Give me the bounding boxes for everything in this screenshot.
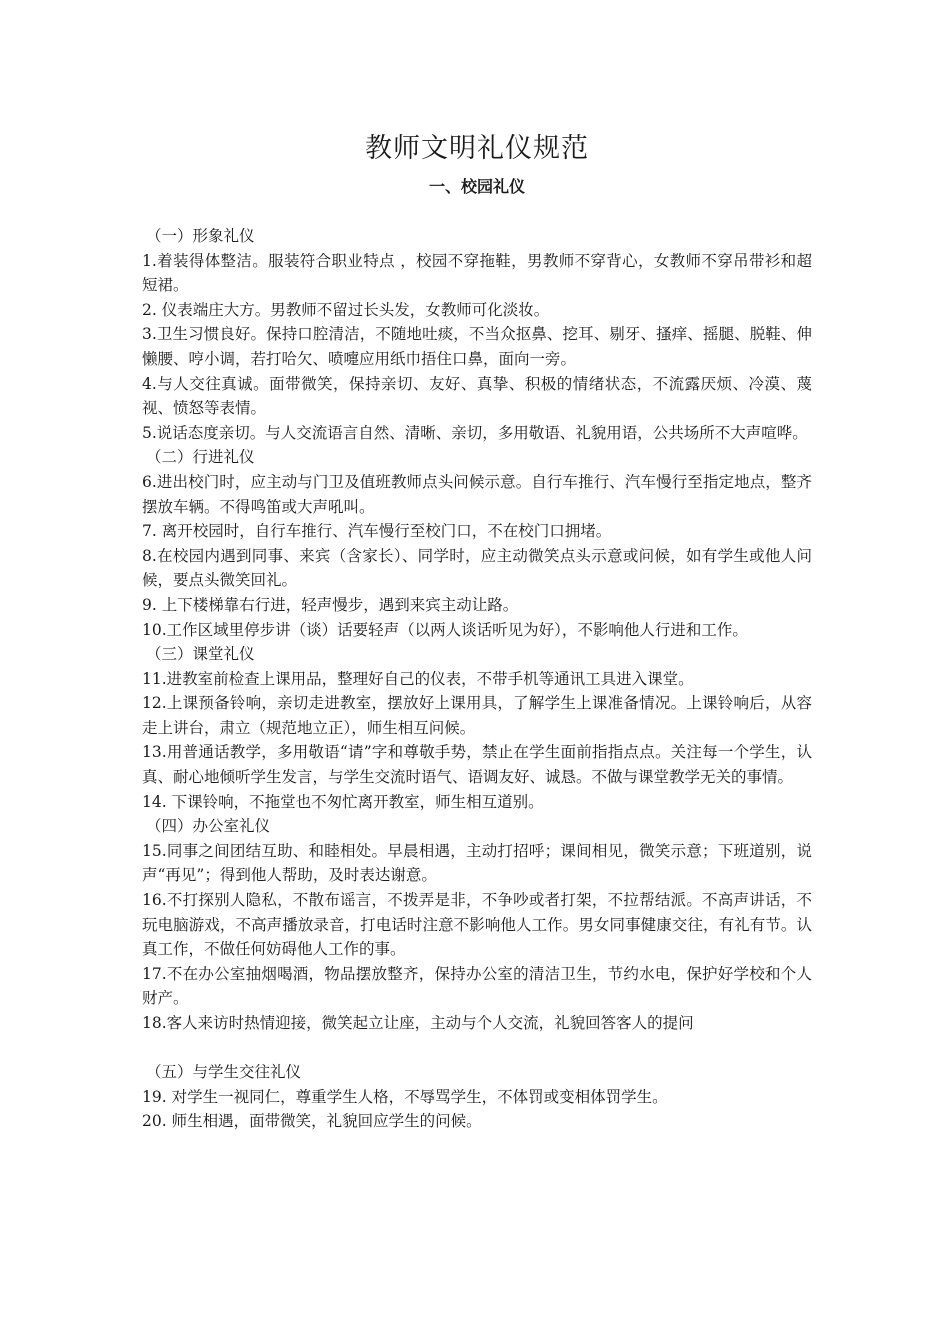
rule-item: 12.上课预备铃响，亲切走进教室，摆放好上课用具，了解学生上课准备情况。上课铃响后，从容走上讲台，肃立（规范地立正），师生相互问候。 [142,694,812,737]
rule-item: 19. 对学生一视同仁，尊重学生人格，不辱骂学生，不体罚或变相体罚学生。 [142,1087,668,1106]
rule-item: 10.工作区域里停步讲（谈）话要轻声（以两人谈话听见为好），不影响他人行进和工作。 [142,620,748,639]
section-heading: （四）办公室礼仪 [146,817,271,836]
rule-item: 6.进出校门时，应主动与门卫及值班教师点头问候示意。自行车推行、汽车慢行至指定地点，整齐摆放车辆。不得鸣笛或大声吼叫。 [142,472,812,516]
rule-item: 1.着装得体整洁。服装符合职业特点 ，校园不穿拖鞋，男教师不穿背心，女教师不穿吊带衫和超短裙。 [142,251,812,295]
rule-item: 14. 下课铃响，不拖堂也不匆忙离开教室，师生相互道别。 [142,792,544,811]
rule-item: 3.卫生习惯良好。保持口腔清洁，不随地吐痰，不当众抠鼻、挖耳、剔牙、搔痒、摇腿、脱鞋、伸懒腰、哼小调，若打哈欠、喷嚏应用纸巾捂住口鼻，面向一旁。 [142,325,812,368]
rule-item: 13.用普通话教学，多用敬语“请”字和尊敬手势，禁止在学生面前指指点点。关注每一个学生，认真、耐心地倾听学生发言，与学生交流时语气、语调友好、诚恳。不做与课堂教学无关的事情。 [142,743,812,787]
chapter-heading: 一、校园礼仪 [428,177,525,196]
rule-item: 11.进教室前检查上课用品，整理好自己的仪表，不带手机等通讯工具进入课堂。 [142,669,694,688]
rule-item: 4.与人交往真诚。面带微笑，保持亲切、友好、真挚、积极的情绪状态，不流露厌烦、冷漠、蔑视、愤怒等表情。 [142,374,812,418]
section-heading: （五）与学生交往礼仪 [146,1063,302,1082]
blank-line [142,1036,812,1061]
rule-item: 18.客人来访时热情迎接，微笑起立让座，主动与个人交流，礼貌回答客人的提问 [142,1014,694,1032]
document-body [142,224,812,1134]
rule-item: 7. 离开校园时，自行车推行、汽车慢行至校门口，不在校门口拥堵。 [142,522,612,541]
document-title: 教师文明礼仪规范 [365,133,589,164]
section-heading: （一）形象礼仪 [146,227,255,245]
rule-item: 20. 师生相遇，面带微笑，礼貌回应学生的问候。 [142,1112,482,1131]
rule-item: 16.不打探别人隐私，不散布谣言，不拨弄是非，不争吵或者打架，不拉帮结派。不高声讲话，不玩电脑游戏，不高声播放录音，打电话时注意不影响他人工作。男女同事健康交往，有礼有节。认真工作，不做任何妨碍他人工作的事。 [142,891,812,959]
rule-item: 9. 上下楼梯靠右行进，轻声慢步，遇到来宾主动让路。 [142,595,519,614]
section-heading: （二）行进礼仪 [146,448,255,467]
rule-item: 15.同事之间团结互助、和睦相处。早晨相遇，主动打招呼；课间相见，微笑示意；下班道别，说声“再见”；得到他人帮助，及时表达谢意。 [142,841,812,885]
rule-item: 2. 仪表端庄大方。男教师不留过长头发，女教师可化淡妆。 [142,300,550,319]
section-heading: （三）课堂礼仪 [146,645,255,664]
rule-item: 5.说话态度亲切。与人交流语言自然、清晰、亲切，多用敬语、礼貌用语，公共场所不大声喧哗。 [142,423,808,442]
rule-item: 8.在校园内遇到同事、来宾（含家长）、同学时，应主动微笑点头示意或问候，如有学生或他人问候，要点头微笑回礼。 [142,546,812,590]
rule-item: 17.不在办公室抽烟喝酒，物品摆放整齐，保持办公室的清洁卫生，节约水电，保护好学校和个人财产。 [142,964,812,1008]
